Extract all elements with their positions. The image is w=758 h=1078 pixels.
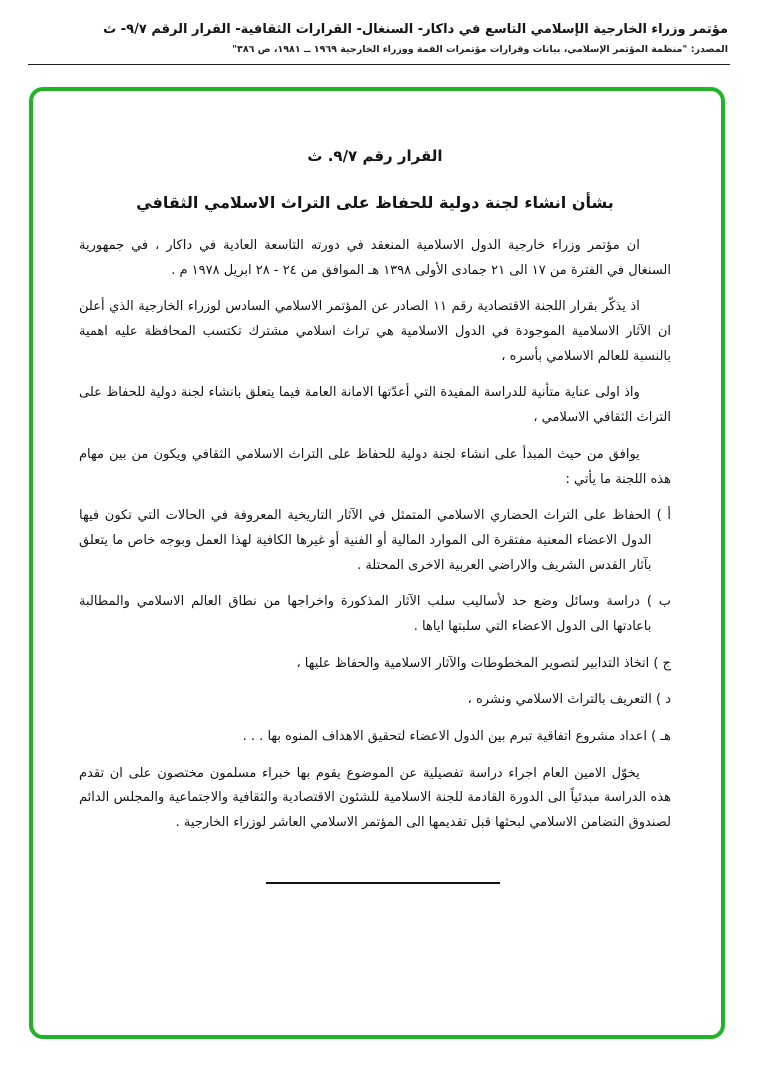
header-divider [28,64,730,65]
header-source: المصدر: "منظمة المؤتمر الإسلامي، بيانات وقرارات مؤتمرات القمة ووزراء الخارجية ١٩٦٩ ــ ١٩٨١، ص ٣٨٦" [232,44,728,55]
list-item [79,504,671,578]
header-title: مؤتمر وزراء الخارجية الإسلامي التاسع في داكار- السنغال- القرارات الثقافية- القرار الرقم ٩/٧- ث [103,22,728,37]
list-marker: هـ ) [651,729,671,744]
paragraph-approval: يوافق من حيث المبدأ على انشاء لجنة دولية للحفاظ على التراث الاسلامي الثقافي ويكون من بين مهام هذه اللجنة ما يأتي : [79,446,671,487]
list-item [79,652,671,677]
document-body [79,147,671,884]
resolution-subject: بشأن انشاء لجنة دولية للحفاظ على التراث الاسلامي الثقافي [136,193,614,212]
paragraph-preamble: ان مؤتمر وزراء خارجية الدول الاسلامية المنعقد في دورته التاسعة العادية في داكار ، في جمهورية السنغال في الفترة من ١٧ الى ٢١ جمادى الأولى ١٣٩٨ هـ الموافق من ٢٤ - ٢٨ ابريل ١٩٧٨ م . [79,238,671,278]
list-marker: د ) [656,692,671,708]
document-header [0,0,758,55]
closing-paragraph: يخوّل الامين العام اجراء دراسة تفصيلية عن الموضوع يقوم بها خبراء مسلمون مختصون على ان تقدم هذه الدراسة مبدئياً الى الدورة القادمة للجنة الاسلامية للشئون الاقتصادية والثقافية والاجتماعية والمجلس الدائم لصندوق التضامن الاسلامي لبحثها قبل تقديمها الى المؤتمر الاسلامي العاشر لوزراء الخارجية . [79,765,671,831]
paragraph-recalling: اذ يذكّر بقرار اللجنة الاقتصادية رقم ١١ الصادر عن المؤتمر الاسلامي السادس لوزراء الخارجية الذي أعلن ان الآثار الاسلامية الموجودة في الدول الاسلامية هي تراث اسلامي مشترك تكتسب المحافظة عليه اهمية بالنسبة للعالم الاسلامي بأسره ، [79,299,671,364]
list-marker: أ ) [656,508,671,524]
list-marker: ج ) [653,655,671,671]
list-item [79,725,671,750]
list-marker: ب ) [646,594,671,610]
list-item-text: التعريف بالتراث الاسلامي ونشره ، [467,692,652,708]
highlight-frame [29,87,725,1039]
list-item-text: اتخاذ التدابير لتصوير المخطوطات والآثار الاسلامية والحفاظ عليها ، [296,655,650,671]
paragraph-considering: واذ اولى عناية متأنية للدراسة المفيدة التي أعدّتها الامانة العامة فيما يتعلق بانشاء لجنة دولية للحفاظ على التراث الثقافي الاسلامي ، [79,385,671,426]
list-item-text: الحفاظ على التراث الحضاري الاسلامي المتمثل في الآثار التاريخية المعروفة في الحالات التي تكون فيها الدول الاعضاء المعنية مفتقرة الى الموارد المالية أو الفنية أو غيرها الكافية لهذا العمل وبوجه خاص ما يتعلق بآثار القدس الشريف والاراضي العربية الاخرى المحتلة . [79,508,652,573]
list-item [79,688,671,713]
list-item-text: دراسة وسائل وضع حد لأساليب سلب الآثار المذكورة واخراجها من نطاق العالم الاسلامي والمطالبة باعادتها الى الدول الاعضاء التي سلبتها اياها . [79,594,652,634]
list-item-text: اعداد مشروع اتفاقية تبرم بين الدول الاعضاء لتحقيق الاهداف المنوه بها . . . [242,729,647,744]
resolution-number: القرار رقم ٩/٧. ث [307,147,443,165]
end-divider [266,882,500,884]
list-item [79,590,671,639]
